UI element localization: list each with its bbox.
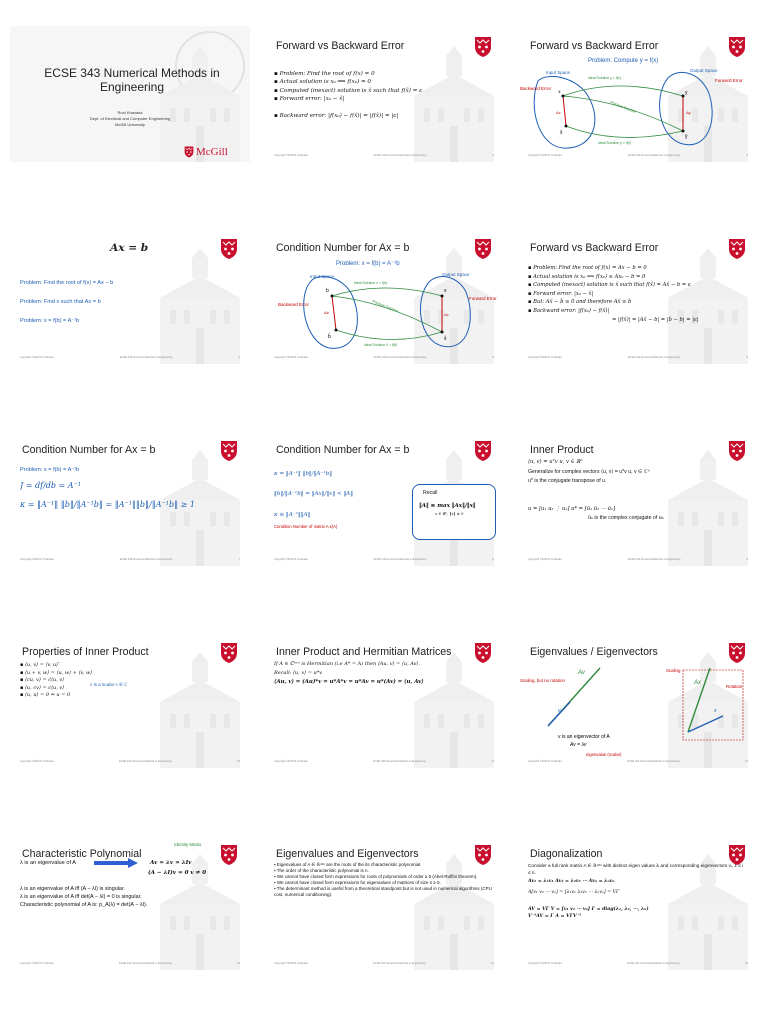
- svg-text:Forward Error: Forward Error: [469, 296, 497, 301]
- hermitian-proof: ⟨Au, v⟩ = (Au)*v = u*A*v = u*Av = u*(Av) = ⟨u, Av⟩: [274, 679, 424, 685]
- bullet: ▪ Eigenvalues of A ∈ ℝⁿˣⁿ are the roots of the its characteristic polynomial.: [274, 862, 492, 868]
- slide-title: Eigenvalues / Eigenvectors: [530, 646, 658, 658]
- slide-9-inner-product: [518, 430, 758, 566]
- singular-equation: (A − λI)v = 0 v ≠ 0: [148, 870, 207, 876]
- svg-text:Δy: Δy: [686, 110, 691, 115]
- backward-error-label: Backward Error: [520, 86, 552, 91]
- jacobian: J = df/db = A⁻¹: [20, 481, 82, 491]
- svg-text:Rotation: Rotation: [726, 684, 743, 689]
- slide-footer: Copyright ©2020 R. Khazaka ECSE 343 Numerical Methods in Engineering 4: [20, 356, 240, 359]
- svg-text:x̂: x̂: [444, 336, 447, 342]
- ideal-solution-top-label: Ideal Solution y = f(x): [588, 76, 621, 80]
- slide-10-properties-inner-product: [10, 632, 250, 768]
- slide-footer: Copyright ©2020 R. Khazaka ECSE 343 Numerical Methods in Engineering 5: [274, 356, 494, 359]
- slide-footer: Copyright ©2020 R. Khazaka ECSE 343 Numerical Methods in Engineering 7: [20, 558, 240, 561]
- condition-number-note: Condition Number of matrix A κ(A): [274, 524, 338, 530]
- eigen-equations: Av₁ = λ₁v₁ Av₂ = λ₂v₂ ⋯ Avₙ = λₙvₙ: [528, 879, 615, 884]
- condition-diagram: [264, 270, 504, 358]
- kappa-bound: κ ≤ ‖A⁻¹‖‖A‖: [274, 511, 311, 518]
- slide-title: Forward vs Backward Error: [530, 40, 659, 52]
- recall-box: [412, 484, 496, 540]
- svg-text:ŷ: ŷ: [685, 134, 688, 140]
- slide-2-forward-backward-error: [264, 26, 504, 162]
- slide-13-characteristic-polynomial: [10, 834, 250, 970]
- recall-formula: ‖A‖ ≡ max ‖Ax‖/‖x‖: [419, 503, 476, 509]
- campus-background: [10, 26, 250, 162]
- svg-text:b̂: b̂: [328, 334, 331, 340]
- slide-footer: Copyright ©2020 R. Khazaka ECSE 343 Numerical Methods in Engineering 11: [274, 760, 494, 763]
- property: ▪ ⟨u, cv⟩ = c⟨u, v⟩: [20, 685, 242, 693]
- crest-icon: [220, 642, 238, 664]
- eigen-det: λ is an eigenvalue of A iff det(A − λI) = 0 is singular.: [20, 893, 142, 900]
- slide-6-forward-backward-error: [518, 228, 758, 364]
- slide-title: Forward vs Backward Error: [530, 242, 659, 254]
- svg-text:Δx: Δx: [556, 110, 561, 115]
- bullet: ▪ The order of the characteristic polynomial is n.: [274, 868, 492, 874]
- svg-text:y: y: [685, 90, 688, 96]
- department: Dept. of Electrical and Computer Engineering: [89, 116, 171, 121]
- vector-u: u = [u₁ u₂ ⋮ uₙ] u* = [ū₁ ū₂ ⋯ ūₙ]: [528, 506, 616, 513]
- recall-subscript: x ∈ ℝⁿ, ‖x‖ ≠ 0: [435, 511, 464, 516]
- svg-text:Practical Solution: Practical Solution: [371, 299, 399, 314]
- svg-text:x: x: [444, 288, 447, 294]
- char-poly: Characteristic polynomial of A is: p_A(λ) = det(A − λI).: [20, 901, 148, 908]
- complex-generalization: Generalize for complex vectors ⟨u, v⟩ = u*v u, v ∈ ℂⁿ: [528, 469, 650, 476]
- bullet: ▪ Actual solution is x₀ ⟹ f(x₀) ≡ Ax₀ − b = 0: [528, 273, 750, 282]
- slide-title: Condition Number for Ax = b: [276, 242, 410, 254]
- slide-5-condition-number-diagram: [264, 228, 504, 364]
- svg-text:b: b: [326, 288, 329, 294]
- bullet: ▪ But: Ax̃ − b̃ ≡ 0 and therefore Ax̃ ≡ b̃: [528, 298, 750, 307]
- slide-footer: Copyright ©2020 R. Khazaka ECSE 343 Numerical Methods in Engineering 14: [274, 962, 494, 965]
- diagram-subtitle: Problem: x = f(b) = A⁻¹b: [336, 261, 400, 267]
- slide-7-condition-number: [10, 430, 250, 566]
- svg-text:v is an eigenvector of A: v is an eigenvector of A: [558, 734, 610, 740]
- diagram-subtitle: Problem: Compute y = f(x): [588, 58, 659, 64]
- crest-icon: [728, 36, 746, 58]
- university: McGill University: [115, 122, 145, 127]
- crest-icon: [474, 36, 492, 58]
- property: ▪ ⟨u, u⟩ = 0 ⇔ u = 0: [20, 692, 242, 700]
- slide-title: Inner Product and Hermitian Matrices: [276, 646, 452, 658]
- svg-text:x: x: [558, 89, 561, 95]
- bullet-continuation: = |f(x̃)| = |Ax̃ − b| = |b̃ − b| = |ϵ|: [612, 316, 699, 323]
- svg-text:Av = λv: Av = λv: [570, 742, 587, 748]
- slide-3-forward-backward-diagram: [518, 26, 758, 162]
- hermitian-statement: If A ∈ ℂⁿˣⁿ is Hermitian (i.e A* = A) then ⟨Au, v⟩ = ⟨u, Av⟩.: [274, 661, 421, 667]
- slide-title: Eigenvalues and Eigenvectors: [276, 848, 419, 860]
- problem-line: Problem: x = f(b) = A⁻¹b: [20, 318, 80, 324]
- problem-line: Problem: x = f(b) = A⁻¹b: [20, 467, 80, 473]
- svg-text:Ax: Ax: [694, 680, 702, 686]
- scalar-note: c is a scalar c ∈ ℂ: [90, 682, 128, 687]
- bullet: ▪ Problem: Find the root of f(x) = 0: [274, 70, 496, 78]
- slide-title: Condition Number for Ax = b: [276, 444, 410, 456]
- svg-text:Δx: Δx: [444, 312, 449, 317]
- property: ▪ ⟨cu, v⟩ = c̄⟨u, v⟩: [20, 677, 242, 685]
- bullet: ▪ We cannot have closed form expressions for roots of polynomials of order ≥ 5 (Abel-Ruffini theorem).: [274, 874, 492, 880]
- bullet: ▪ The determinant method is useful from a theoretical standpoint but is not used in numerical algorithms (CPU cost, numerical conditioning).: [274, 886, 492, 898]
- svg-text:Backward Error: Backward Error: [278, 302, 310, 307]
- arrow-icon: [94, 858, 138, 868]
- eigenvalue-statement: λ is an eigenvalue of A: [20, 860, 76, 866]
- author: Roni Khazaka: [117, 110, 143, 115]
- eigen-diagram: [518, 660, 758, 760]
- bullet: ▪ Actual solution is x₀ ⟹ f(x₀) = 0: [274, 78, 496, 86]
- slide-footer: Copyright ©2020 R. Khazaka ECSE 343 Numerical Methods in Engineering 10: [20, 760, 240, 763]
- problem-line: Problem: Find x such that Ax = b: [20, 299, 101, 305]
- crest-icon: [728, 238, 746, 260]
- bullet: ▪ Problem: Find the root of f(x) = Ax − b = 0: [528, 264, 750, 273]
- eigen-singular: λ is an eigenvalue of A iff (A − λI) is singular.: [20, 886, 125, 892]
- slide-footer: Copyright ©2020 R. Khazaka ECSE 343 Numerical Methods in Engineering 3: [528, 154, 748, 157]
- practical-solution-label: Practical Solution: [609, 100, 637, 115]
- svg-text:Δb: Δb: [324, 310, 329, 315]
- conjugate-transpose-note: u* is the conjugate transpose of u.: [528, 477, 607, 484]
- identity-matrix-label: Identity Matrix: [174, 842, 202, 847]
- crest-icon: [184, 146, 194, 158]
- output-space-label: Output Space: [690, 68, 718, 73]
- slide-14-eigenvalues-and-eigenvectors: [264, 834, 504, 970]
- slide-15-diagonalization: [518, 834, 758, 970]
- property: ▪ ⟨u, v⟩ = ⟨v, u⟩‾: [20, 662, 242, 670]
- bullet: ▪ Backward error: |f(x₀) − f(x̃)| = |f(x̃)| = |ϵ|: [274, 112, 496, 120]
- crest-icon: [220, 440, 238, 462]
- svg-text:Ideal Solution x̂ = f(b̂): Ideal Solution x̂ = f(b̂): [364, 343, 398, 347]
- svg-text:x: x: [714, 708, 717, 714]
- matrix-form: A[v₁ v₂ ⋯ vₙ] = [λ₁v₁ λ₂v₂ ⋯ λₙvₙ] = VΓ: [528, 890, 620, 895]
- slide-footer: Copyright ©2020 R. Khazaka ECSE 343 Numerical Methods in Engineering 9: [528, 558, 748, 561]
- eigen-equation: Av = λv = λIv: [150, 860, 192, 866]
- crest-icon: [220, 238, 238, 260]
- slide-title: Properties of Inner Product: [22, 646, 149, 658]
- svg-text:x̂: x̂: [560, 130, 563, 136]
- bullet: ▪ Forward error: |x₀ − x̃|: [528, 290, 750, 299]
- recall-line: Recall: ⟨u, v⟩ = u*v: [274, 670, 323, 676]
- bullet: ▪ Computed (inexact) solution is x̃ such that f(x̃) = ϵ: [274, 87, 496, 95]
- kappa-def: κ = ‖A⁻¹‖ ‖b‖/‖A⁻¹b‖: [274, 471, 332, 477]
- slide-4-ax-b: [10, 228, 250, 364]
- slide-title: ECSE 343 Numerical Methods in Engineering: [44, 66, 220, 94]
- slide-footer: Copyright ©2020 R. Khazaka ECSE 343 Numerical Methods in Engineering 8: [274, 558, 494, 561]
- bullet: ▪ Forward error: |x₀ − x̃|: [274, 95, 496, 103]
- inner-product-def: ⟨u, v⟩ = uᵀv u, v ∈ ℝⁿ: [528, 459, 583, 465]
- ideal-solution-bottom-label: Ideal Solution ŷ = f(x̂): [598, 141, 631, 145]
- forward-error-label: Forward Error: [715, 78, 743, 83]
- bullet: ▪ We cannot have closed form expressions for eigenvalues of matrices of size n ≥ 5.: [274, 880, 492, 886]
- crest-icon: [220, 844, 238, 866]
- slide-title: Condition Number for Ax = b: [22, 444, 156, 456]
- kappa-formula: κ = ‖A⁻¹‖ ‖b‖/‖A⁻¹b‖ = ‖A⁻¹‖‖b‖/‖A⁻¹b‖ ≥ 1: [20, 500, 195, 510]
- error-diagram: [518, 66, 758, 156]
- av-equals-vgamma: AV = VΓ V = [v₁ v₂ ⋯ vₙ] Γ = diag(λ₁, λ₂, ⋯, λₙ): [528, 907, 649, 912]
- norm-bound: ‖b‖/‖A⁻¹b‖ = ‖Ax‖/‖x‖ < ‖A‖: [274, 491, 354, 498]
- slide-footer: Copyright ©2020 R. Khazaka ECSE 343 Numerical Methods in Engineering 15: [528, 962, 748, 965]
- slide-1-title: [10, 26, 250, 162]
- property: ▪ ⟨u + v, w⟩ = ⟨u, w⟩ + ⟨v, w⟩: [20, 670, 242, 678]
- slide-title: Characteristic Polynomial: [22, 848, 142, 860]
- recall-label: Recall: [423, 490, 438, 496]
- svg-text:eigenvalue (scalar): eigenvalue (scalar): [586, 752, 622, 757]
- svg-text:Scaling, but no rotation: Scaling, but no rotation: [520, 678, 565, 683]
- svg-text:Input Space: Input Space: [310, 274, 335, 279]
- slide-footer: Copyright ©2020 R. Khazaka ECSE 343 Numerical Methods in Engineering 12: [528, 760, 748, 763]
- input-space-label: Input Space: [546, 70, 571, 75]
- diag-intro: Consider a full rank matrix A ∈ ℝⁿˣⁿ with distinct eigen values λᵢ and corresponding eigenvectors vᵢ, 1 ≤ i ≤ n.: [528, 863, 744, 875]
- slide-footer: Copyright ©2020 R. Khazaka ECSE 343 Numerical Methods in Engineering 13: [20, 962, 240, 965]
- svg-text:Scaling: Scaling: [666, 668, 681, 673]
- slide-12-eigenvalues-eigenvectors: [518, 632, 758, 768]
- crest-icon: [474, 440, 492, 462]
- slide-footer: Copyright ©2020 R. Khazaka ECSE 343 Numerical Methods in Engineering 2: [274, 154, 494, 157]
- bullet: ▪ Computed (inexact) solution is x̃ such that f(x̃) = Ax̃ − b = ϵ: [528, 281, 750, 290]
- diagonalization-result: V⁻¹AV = Γ A = VΓV⁻¹: [528, 914, 582, 919]
- bullet: ▪ Backward error: |f(x₀) − f(x̃)|: [528, 307, 750, 316]
- slide-11-inner-product-hermitian: [264, 632, 504, 768]
- mcgill-logo: McGill: [184, 146, 228, 158]
- svg-text:Ideal Solution x = f(b): Ideal Solution x = f(b): [354, 281, 388, 285]
- slide-title: Ax = b: [110, 242, 149, 254]
- slide-title: Diagonalization: [530, 848, 603, 860]
- svg-text:Output Space: Output Space: [442, 272, 470, 277]
- problem-line: Problem: Find the root of f(x) = Ax − b: [20, 280, 114, 286]
- svg-text:Av: Av: [578, 670, 585, 676]
- svg-text:v: v: [558, 708, 561, 714]
- complex-conjugate-note: ūₙ is the complex conjugate of uₙ: [588, 514, 664, 521]
- slide-title: Forward vs Backward Error: [276, 40, 405, 52]
- slide-8-condition-number: [264, 430, 504, 566]
- slide-footer: Copyright ©2020 R. Khazaka ECSE 343 Numerical Methods in Engineering 6: [528, 356, 748, 359]
- crest-icon: [474, 238, 492, 260]
- slide-title: Inner Product: [530, 444, 594, 456]
